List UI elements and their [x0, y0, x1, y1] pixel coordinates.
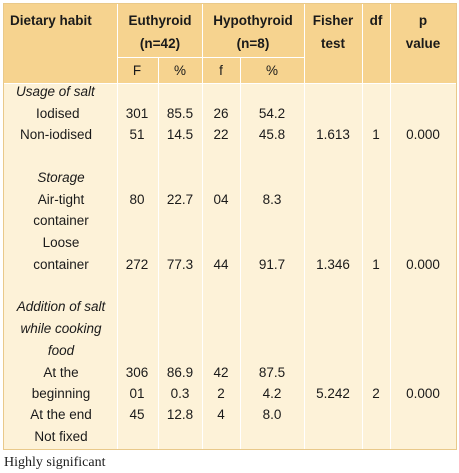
cell-df: 1 — [372, 127, 380, 142]
cell-eu-f: 45 — [129, 407, 145, 422]
header-df: df — [369, 13, 383, 28]
row-label: At the end — [30, 407, 92, 422]
row-label: Air-tight — [37, 192, 85, 207]
header-euthyroid-n: (n=42) — [139, 36, 181, 51]
cell-eu-f: 272 — [125, 257, 149, 272]
row-label: At the — [43, 365, 79, 380]
section-addition-of-salt: food — [47, 343, 75, 358]
col-divider — [240, 58, 241, 449]
header-p: p — [418, 13, 428, 28]
cell-eu-f: 80 — [129, 192, 145, 207]
cell-eu-pct: 85.5 — [166, 106, 194, 121]
cell-p: 0.000 — [406, 257, 440, 272]
header-euthyroid: Euthyroid — [128, 13, 192, 28]
row-label: container — [33, 213, 89, 228]
col-divider — [304, 4, 305, 449]
section-addition-of-salt: while cooking — [20, 321, 102, 336]
subheader-hypo-f: f — [219, 63, 223, 78]
header-fisher-test: test — [320, 36, 346, 51]
col-divider — [202, 4, 203, 449]
header-hypothyroid: Hypothyroid — [213, 13, 293, 28]
cell-hy-pct: 4.2 — [262, 386, 282, 401]
cell-hy-f: 4 — [217, 407, 225, 422]
cell-eu-pct: 77.3 — [166, 257, 194, 272]
cell-hy-f: 22 — [213, 127, 229, 142]
row-label: Non-iodised — [20, 127, 93, 142]
cell-eu-pct: 22.7 — [166, 192, 194, 207]
cell-hy-f: 04 — [213, 192, 229, 207]
col-divider — [362, 4, 363, 449]
cell-p: 0.000 — [406, 386, 440, 401]
row-label: Not fixed — [34, 429, 88, 444]
cell-df: 2 — [372, 386, 380, 401]
cell-eu-f: 01 — [129, 386, 145, 401]
header-p-value: value — [405, 36, 441, 51]
cell-hy-pct: 8.3 — [262, 192, 282, 207]
section-storage: Storage — [37, 170, 85, 185]
col-divider — [117, 4, 118, 449]
row-label: Iodised — [36, 106, 80, 121]
cell-hy-f: 44 — [213, 257, 229, 272]
cell-eu-f: 306 — [125, 365, 149, 380]
subheader-eu-pct: % — [173, 63, 187, 78]
cell-hy-f: 2 — [217, 386, 225, 401]
cell-eu-pct: 86.9 — [166, 365, 194, 380]
cell-hy-pct: 45.8 — [258, 127, 286, 142]
cell-hy-pct: 91.7 — [258, 257, 286, 272]
col-divider — [390, 4, 391, 449]
header-fisher: Fisher — [312, 13, 354, 28]
cell-df: 1 — [372, 257, 380, 272]
subheader-eu-f: F — [132, 63, 142, 78]
cell-eu-pct: 14.5 — [166, 127, 194, 142]
section-addition-of-salt: Addition of salt — [16, 299, 106, 314]
cell-fisher: 1.613 — [316, 127, 350, 142]
cell-hy-f: 26 — [213, 106, 229, 121]
row-label: beginning — [31, 386, 91, 401]
header-subline — [117, 57, 304, 58]
row-label: Loose — [42, 235, 80, 250]
cell-p: 0.000 — [406, 127, 440, 142]
col-divider — [158, 58, 159, 449]
header-dietary-habit: Dietary habit — [10, 13, 92, 28]
cell-eu-pct: 0.3 — [170, 386, 190, 401]
cell-eu-f: 301 — [125, 106, 149, 121]
footnote: Highly significant — [4, 455, 106, 470]
cell-hy-pct: 87.5 — [258, 365, 286, 380]
header-hypothyroid-n: (n=8) — [236, 36, 270, 51]
cell-hy-pct: 8.0 — [262, 407, 282, 422]
cell-eu-pct: 12.8 — [166, 407, 194, 422]
cell-eu-f: 51 — [129, 127, 145, 142]
subheader-hypo-pct: % — [265, 63, 279, 78]
cell-fisher: 5.242 — [316, 386, 350, 401]
row-label: container — [33, 257, 89, 272]
section-usage-of-salt: Usage of salt — [16, 84, 95, 99]
cell-hy-pct: 54.2 — [258, 106, 286, 121]
results-table — [3, 3, 457, 450]
cell-fisher: 1.346 — [316, 257, 350, 272]
cell-hy-f: 42 — [213, 365, 229, 380]
